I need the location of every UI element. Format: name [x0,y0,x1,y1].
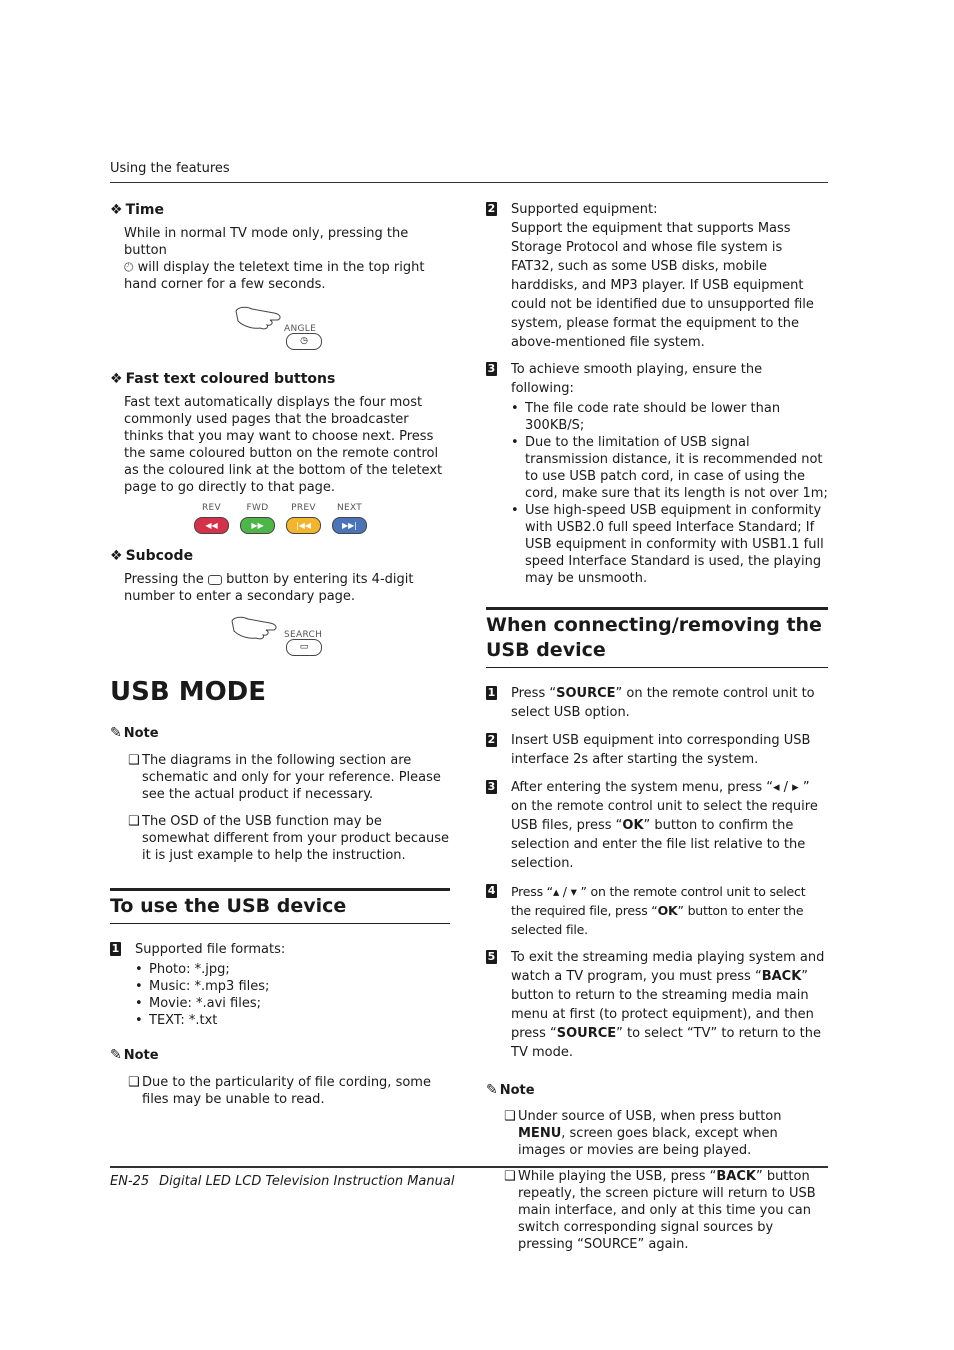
time-body: While in normal TV mode only, pressing the button 🕘︎ will display the teletext time in the top right hand corner for a few seconds. [124,226,425,292]
connect-section [486,607,828,1253]
list-item: • Music: *.mp3 files; [135,979,270,994]
checkbox-icon: ❑ [128,814,140,829]
running-header: Using the features [110,161,230,176]
step-2: 2 Supported equipment: Support the equipment that supports Mass Storage Protocol and whose file system is FAT32, such as some USB disks, mobile harddisks, and MP3 player. If USB equipment could not be identified due to unsupported file system, please format the equipment to the above-mentioned file system. [487,202,814,350]
clock-icon: 🕘︎ [124,260,134,274]
connect-step-5: 5 To exit the streaming media playing system and watch a TV program, you must press “BACK” button to return to the streaming media main menu at first (to protect equipment), and then press “SOURCE” to select “TV” to return to the TV mode. [487,950,825,1060]
back-key: BACK [761,969,802,984]
pencil-icon: ✎ [486,1082,498,1098]
search-button-illustration [110,607,450,663]
step-number: 2 [487,202,496,215]
step-number: 1 [111,942,120,955]
pencil-icon: ✎ [110,1047,122,1063]
step-1: 1 Supported file formats: • Photo: *.jpg; • Music: *.mp3 files; • Movie: *.avi files; • TEXT: *.txt [110,940,450,1029]
hand-pointer-icon [230,615,282,641]
footer [110,1173,454,1190]
menu-key: MENU [518,1126,562,1141]
ok-key: OK [657,903,678,918]
checkbox-icon: ❑ [128,1075,140,1090]
angle-button-illustration [110,297,450,359]
step-number: 5 [487,950,496,963]
prev-button[interactable]: PREV |◀◀ [286,500,321,534]
subcode-section [110,548,450,663]
use-usb-section [110,888,450,1108]
step-number: 4 [487,884,496,897]
right-column [486,200,828,1253]
source-key: SOURCE [556,686,616,701]
rewind-icon: ◀◀ [194,517,229,534]
search-label: SEARCH [284,630,323,640]
fasttext-section [110,371,450,534]
hand-pointer-icon [234,305,286,331]
pencil-icon: ✎ [110,725,122,741]
time-section [110,202,450,359]
checkbox-icon: ❑ [504,1169,516,1184]
fasttext-body: Fast text automatically displays the four most commonly used pages that the broadcaster thinks that you may want to choose next. Press the same coloured button on the remote control as the coloured link at the bottom of the teletext page to go directly to that page. [124,395,443,495]
checkbox-icon: ❑ [504,1109,516,1124]
fast-forward-icon: ▶▶ [240,517,275,534]
step-number: 1 [487,686,496,699]
ok-key: OK [622,818,644,833]
list-item: • Due to the limitation of USB signal transmission distance, it is recommended not to use USB patch cord, in case of using the cord, make sure that its length is not over 1m; [511,435,828,501]
step-number: 2 [487,733,496,746]
note-item: ❑ Under source of USB, when press button MENU, screen goes black, except when images or movies are being played. [504,1109,782,1158]
list-item: • TEXT: *.txt [135,1013,218,1028]
use-usb-title: To use the USB device [110,888,450,924]
left-column [110,202,450,1108]
colour-buttons [194,500,450,534]
note-item: ❑ While playing the USB, press “BACK” button repeatly, the screen picture will return to USB main interface, and only at this time you can switch corresponding signal sources by pressing “SOURCE” again. [504,1169,816,1252]
connect-step-3: 3 After entering the system menu, press “◂ / ▸ ” on the remote control unit to select the require USB files, press “OK” button to confirm the selection and enter the file list relative to the selection. [487,780,818,871]
fasttext-title: Fast text coloured buttons [125,371,336,387]
search-button[interactable] [286,639,322,656]
note-label: Note [123,726,159,741]
fwd-button[interactable]: FWD ▶▶ [240,500,275,534]
connect-step-4: 4 Press “▴ / ▾ ” on the remote control unit to select the required file, press “OK” button to enter the selected file. [487,884,806,937]
note-label: Note [123,1048,159,1063]
step-number: 3 [487,780,496,793]
header-rule [110,182,828,183]
usb-mode-title: USB MODE [110,677,267,707]
manual-title: Digital LED LCD Television Instruction Manual [159,1174,455,1189]
up-down-arrows-icon: ▴ / ▾ [552,884,577,899]
angle-label: ANGLE [284,324,317,334]
subcode-button-icon [208,575,222,585]
usb-mode-section [110,677,450,864]
diamond-icon: ❖ [110,202,123,218]
checkbox-icon: ❑ [128,753,140,768]
requirements-list [511,400,828,587]
format-list [135,961,450,1029]
diamond-icon: ❖ [110,548,123,564]
back-key: BACK [716,1169,756,1184]
step-3: 3 To achieve smooth playing, ensure the following: • The file code rate should be lower than 300KB/S; • Due to the limitation of USB signal transmission distance, it is recommended not to use USB patch cord, in case of using the cord, make sure that its length is not over 1m; • Use high-speed USB equipment in conformity with USB2.0 full speed Interface Standard; If USB equipment in conformity with USB1.1 full speed Interface Standard is used, the playing may be unsmooth. [487,362,828,586]
skip-forward-icon: ▶▶| [332,517,367,534]
list-item: • Use high-speed USB equipment in conformity with USB2.0 full speed Interface Standard; If USB equipment in conformity with USB1.1 full speed Interface Standard is used, the playing may be unsmooth. [511,503,824,586]
left-right-arrows-icon: ◂ / ▸ [773,780,799,795]
connect-step-2: 2 Insert USB equipment into corresponding USB interface 2s after starting the system. [487,733,811,767]
time-title: Time [125,202,164,218]
note-label: Note [499,1083,535,1098]
note-item: ❑ The diagrams in the following section are schematic and only for your reference. Please see the actual product if necessary. [128,753,441,802]
angle-button[interactable] [286,333,322,350]
connect-title: When connecting/removing the USB device [486,607,828,668]
note-item: ❑ The OSD of the USB function may be somewhat different from your product because it is just example to help the instruction. [128,814,450,863]
diamond-icon: ❖ [110,371,123,387]
source-key: SOURCE [556,1026,617,1041]
next-button[interactable]: NEXT ▶▶| [332,500,367,534]
subcode-title: Subcode [125,548,194,564]
list-item: • The file code rate should be lower than 300KB/S; [511,401,781,433]
subtitle-icon: ▭ [299,642,309,652]
footer-rule [110,1166,828,1168]
connect-step-1: 1 Press “SOURCE” on the remote control unit to select USB option. [487,686,815,720]
list-item: • Movie: *.avi files; [135,996,261,1011]
list-item: • Photo: *.jpg; [135,962,230,977]
page-number: EN-25 [110,1174,150,1189]
note-item: ❑ Due to the particularity of file cording, some files may be unable to read. [128,1075,431,1107]
rev-button[interactable]: REV ◀◀ [194,500,229,534]
skip-back-icon: |◀◀ [286,517,321,534]
clock-icon: ◷ [300,336,308,346]
step-number: 3 [487,362,496,375]
subcode-body: Pressing the button by entering its 4-digit number to enter a secondary page. [124,572,414,604]
